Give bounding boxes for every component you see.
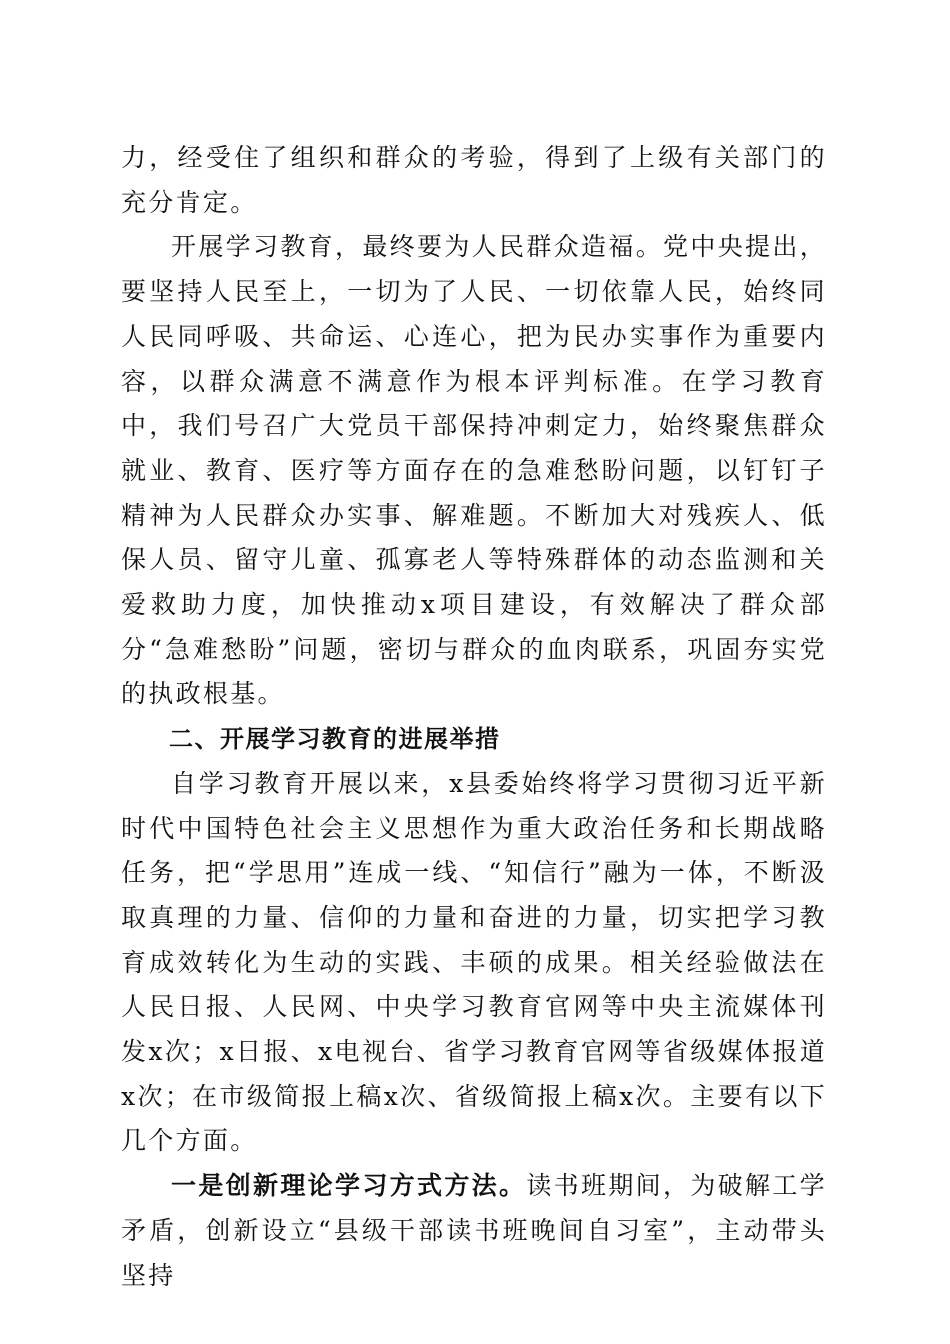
section-heading-progress-measures: 二、开展学习教育的进展举措: [169, 725, 501, 754]
paragraph-body-text: 读书班期间，为破解工学矛盾，创新设立“县级干部读书班晚间自习室”，主动带头坚持: [121, 1171, 827, 1290]
document-body: [121, 136, 827, 1298]
paragraph-people-first: 开展学习教育，最终要为人民群众造福。党中央提出，要坚持人民至上，一切为了人民、一切依靠人民，始终同人民同呼吸、共命运、心连心，把为民办实事作为重要内容，以群众满意不满意作为根本评判标准。在学习教育中，我们号召广大党员干部保持冲刺定力，始终聚焦群众就业、教育、医疗等方面存在的急难愁盼问题，以钉钉子精神为人民群众办实事、解难题。不断加大对残疾人、低保人员、留守儿童、孤寡老人等特殊群体的动态监测和关爱救助力度，加快推动x项目建设，有效解决了群众部分“急难愁盼”问题，密切与群众的血肉联系，巩固夯实党的执政根基。: [121, 232, 827, 709]
paragraph-continuation: 力，经受住了组织和群众的考验，得到了上级有关部门的充分肯定。: [121, 143, 827, 217]
paragraph-lead-phrase: 一是创新理论学习方式方法。: [171, 1171, 527, 1201]
paragraph-progress-overview: 自学习教育开展以来，x县委始终将学习贯彻习近平新时代中国特色社会主义思想作为重大政治任务和长期战略任务，把“学思用”连成一线、“知信行”融为一体，不断汲取真理的力量、信仰的力量和奋进的力量，切实把学习教育成效转化为生动的实践、丰硕的成果。相关经验做法在人民日报、人民网、中央学习教育官网等中央主流媒体刊发x次；x日报、x电视台、省学习教育官网等省级媒体报道x次；在市级简报上稿x次、省级简报上稿x次。主要有以下几个方面。: [121, 768, 827, 1156]
paragraph-innovation-study-methods: [121, 1164, 827, 1298]
